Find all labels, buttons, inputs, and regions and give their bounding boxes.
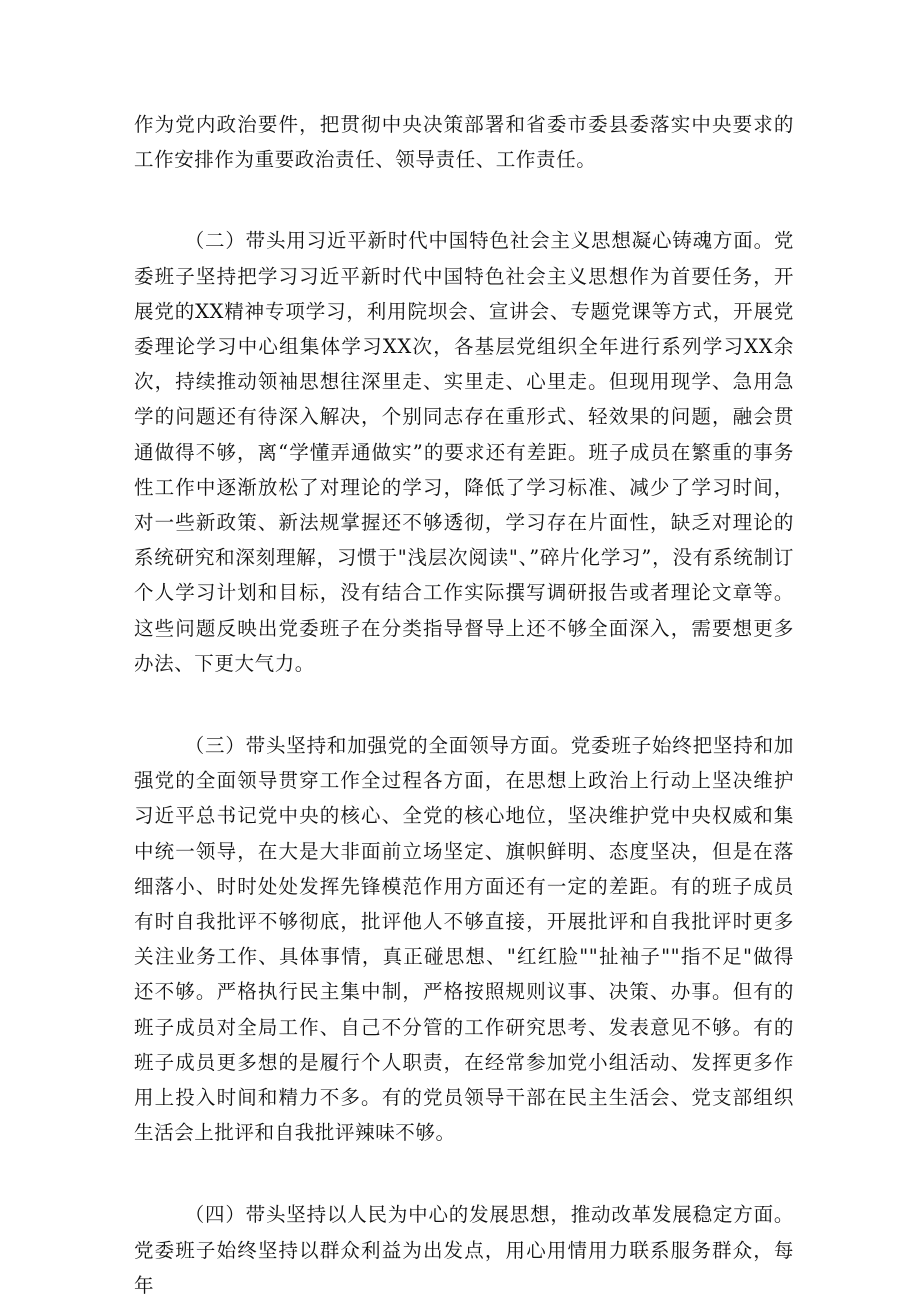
paragraph-section-3: （三）带头坚持和加强党的全面领导方面。党委班子始终把坚持和加强党的全面领导贯穿工作全过程各方面，在思想上政治上行动上坚决维护习近平总书记党中央的核心、全党的核心地位，坚决维护党中央权威和集中统一领导，在大是大非面前立场坚定、旗帜鲜明、态度坚决，但是在落细落小、时时处处发挥先锋模范作用方面还有一定的差距。有的班子成员有时自我批评不够彻底，批评他人不够直接，开展批评和自我批评时更多关注业务工作、具体事情，真正碰思想、"红红脸""扯袖子""指不足"做得还不够。严格执行民主集中制，严格按照规则议事、决策、办事。但有的班子成员对全局工作、自己不分管的工作研究思考、发表意见不够。有的班子成员更多想的是履行个人职责，在经常参加党小组活动、发挥更多作用上投入时间和精力不多。有的党员领导干部在民主生活会、党支部组织生活会上批评和自我批评辣味不够。 bbox=[134, 734, 794, 1145]
paragraph-section-2: （二）带头用习近平新时代中国特色社会主义思想凝心铸魂方面。党委班子坚持把学习习近平新时代中国特色社会主义思想作为首要任务，开展党的XX精神专项学习，利用院坝会、宣讲会、专题党课等方式，开展党委理论学习中心组集体学习XX次，各基层党组织全年进行系列学习XX余次，持续推动领袖思想往深里走、实里走、心里走。但现用现学、急用急学的问题还有待深入解决，个别同志存在重形式、轻效果的问题，融会贯通做得不够，离“学懂弄通做实”的要求还有差距。班子成员在繁重的事务性工作中逐渐放松了对理论的学习，降低了学习标准、减少了学习时间，对一些新政策、新法规掌握还不够透彻，学习存在片面性，缺乏对理论的系统研究和深刻理解，习惯于"浅层次阅读"、”碎片化学习”，没有系统制订个人学习计划和目标，没有结合工作实际撰写调研报告或者理论文章等。这些问题反映出党委班子在分类指导督导上还不够全面深入，需要想更多办法、下更大气力。 bbox=[134, 229, 794, 675]
paragraph-continuation: 作为党内政治要件，把贯彻中央决策部署和省委市委县委落实中央要求的工作安排作为重要政治责任、领导责任、工作责任。 bbox=[134, 113, 794, 172]
paragraph-section-4: （四）带头坚持以人民为中心的发展思想，推动改革发展稳定方面。党委班子始终坚持以群众利益为出发点，用心用情用力联系服务群众，每年 bbox=[134, 1203, 794, 1297]
